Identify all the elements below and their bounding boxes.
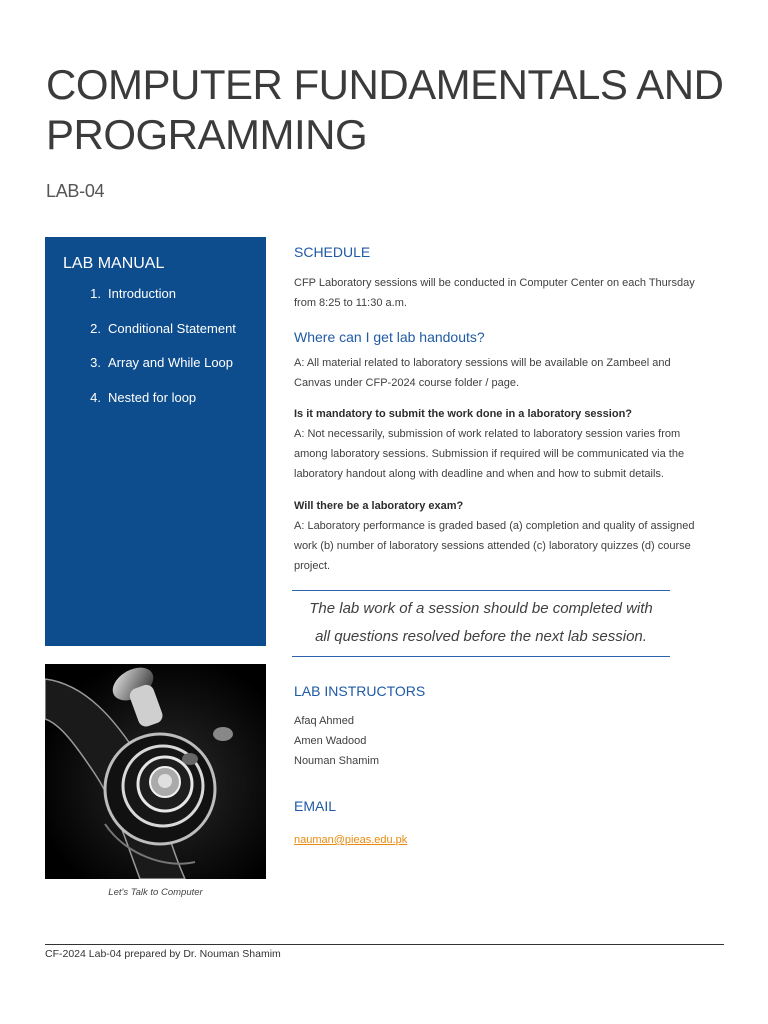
lab-manual-list	[45, 286, 266, 424]
email-row	[294, 830, 714, 848]
schedule-heading: SCHEDULE	[294, 244, 371, 260]
email-heading: EMAIL	[294, 798, 337, 814]
schedule-section	[294, 244, 714, 260]
exam-question: Will there be a laboratory exam?	[294, 500, 464, 512]
pull-quote	[292, 590, 670, 657]
photo-caption: Let's Talk to Computer	[108, 887, 203, 898]
answer-line: Canvas under CFP-2024 course folder / page.	[294, 377, 520, 389]
title-line-1: COMPUTER FUNDAMENTALS AND	[46, 61, 724, 108]
handouts-question: Where can I get lab handouts?	[294, 329, 485, 345]
instructor-name: Afaq Ahmed	[294, 715, 354, 727]
answer-line: A: Not necessarily, submission of work related to laboratory session varies from	[294, 428, 681, 440]
toc-item-array-while-loop[interactable]	[45, 355, 266, 390]
submit-question: Is it mandatory to submit the work done in a laboratory session?	[294, 408, 633, 420]
instructor-name: Amen Wadood	[294, 735, 367, 747]
instructors-heading: LAB INSTRUCTORS	[294, 683, 426, 699]
handouts-answer	[294, 353, 714, 393]
toc-label: Conditional Statement	[108, 320, 236, 336]
schedule-line-2: from 8:25 to 11:30 a.m.	[294, 297, 407, 309]
quote-line-1: The lab work of a session should be completed with	[309, 600, 653, 617]
toc-number: 2.	[90, 320, 101, 336]
answer-line: A: Laboratory performance is graded based (a) completion and quality of assigned	[294, 520, 695, 532]
schedule-text	[294, 273, 714, 313]
exam-faq	[294, 496, 714, 576]
toc-item-nested-for-loop[interactable]	[45, 390, 266, 425]
submit-answer	[294, 424, 714, 484]
title-line-2: PROGRAMMING	[46, 111, 368, 158]
answer-line: A: All material related to laboratory sessions will be available on Zambeel and	[294, 357, 671, 369]
document-title	[46, 60, 746, 160]
toc-number: 4.	[90, 389, 101, 405]
footer-text: CF-2024 Lab-04 prepared by Dr. Nouman Shamim	[45, 948, 281, 960]
toc-number: 3.	[90, 355, 101, 370]
footer-divider	[45, 944, 724, 945]
toc-number: 1.	[90, 286, 101, 301]
toc-label: Array and While Loop	[108, 355, 234, 370]
lab-subtitle: LAB-04	[46, 181, 105, 201]
violin-scroll-image	[45, 664, 266, 879]
violin-scroll-photo	[45, 664, 266, 879]
answer-line: laboratory handout along with deadline and when and how to submit details.	[294, 468, 664, 480]
answer-line: work (b) number of laboratory sessions attended (c) laboratory quizzes (d) course	[294, 540, 691, 552]
instructors-list	[294, 711, 714, 771]
schedule-line-1: CFP Laboratory sessions will be conducted in Computer Center on each Thursday	[294, 277, 695, 289]
sidebar-heading: LAB MANUAL	[63, 255, 165, 272]
email-link[interactable]: nauman@pieas.edu.pk	[294, 834, 408, 846]
lab-manual-sidebar	[45, 237, 266, 646]
toc-label: Introduction	[108, 286, 176, 301]
answer-line: project.	[294, 560, 331, 572]
toc-item-conditional-statement[interactable]	[45, 321, 266, 356]
toc-item-introduction[interactable]	[45, 286, 266, 321]
submit-faq	[294, 404, 714, 484]
quote-line-2: all questions resolved before the next lab session.	[315, 628, 647, 645]
answer-line: among laboratory sessions. Submission if required will be communicated via the	[294, 448, 685, 460]
toc-label: Nested for loop	[108, 389, 197, 405]
exam-answer	[294, 516, 714, 576]
instructor-name: Nouman Shamim	[294, 755, 379, 767]
